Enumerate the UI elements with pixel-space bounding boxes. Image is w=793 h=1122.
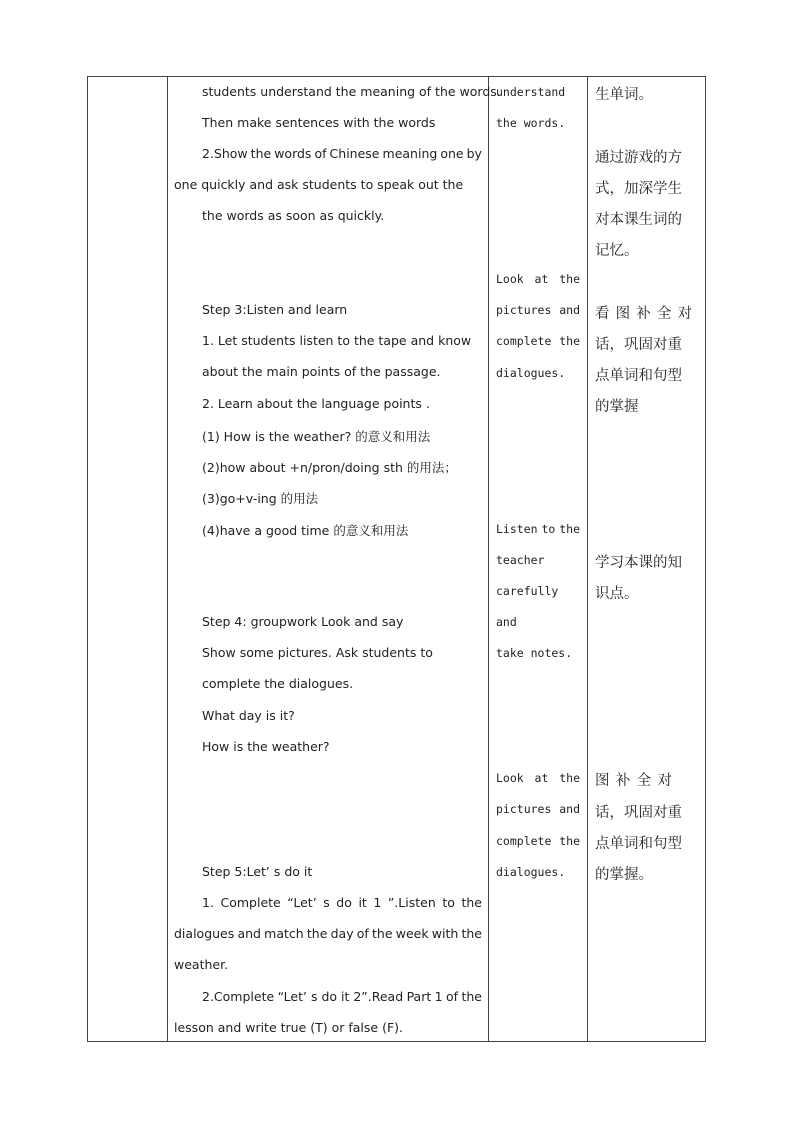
text-line: 点单词和句型 <box>595 836 682 852</box>
text-line: 式，加深学生 <box>595 181 682 197</box>
text-line: Then make sentences with the words <box>202 115 436 130</box>
text-line-justified <box>202 146 482 161</box>
word: the <box>372 926 393 941</box>
word: day <box>330 926 354 941</box>
word: to <box>442 895 455 910</box>
word: complete <box>496 834 552 848</box>
text-line: students understand the meaning of the words. <box>202 84 501 99</box>
text-line-justified <box>496 522 580 536</box>
text-line: 识点。 <box>595 586 639 602</box>
word: 1. <box>202 895 214 910</box>
language-point: (4)have a good time 的意义和用法 <box>202 523 409 538</box>
text-line: 点单词和句型 <box>595 368 682 384</box>
word: the <box>461 989 482 1004</box>
word: meaning <box>382 146 438 161</box>
word: complete <box>496 334 552 348</box>
word: the <box>559 334 580 348</box>
word: at <box>534 272 549 286</box>
word: week <box>395 926 429 941</box>
text-line: take notes. <box>496 646 573 660</box>
word: of <box>314 146 327 161</box>
word: Listen <box>496 522 538 536</box>
text-line-justified <box>202 895 482 910</box>
text-line-justified <box>496 334 580 348</box>
text-line: one quickly and ask students to speak out the <box>174 177 464 192</box>
step-title: Step 4: groupwork Look and say <box>202 614 404 629</box>
text-line: the words as soon as quickly. <box>202 208 385 223</box>
char: 补 <box>636 306 651 322</box>
text-line: What day is it? <box>202 708 295 723</box>
text-line: 学习本课的知 <box>595 555 682 571</box>
column-divider <box>587 77 588 1041</box>
word: Part <box>406 989 432 1004</box>
char: 看 <box>595 306 610 322</box>
text-line: 生单词。 <box>595 87 653 103</box>
text-line: 记忆。 <box>595 243 639 259</box>
word: to <box>541 522 556 536</box>
text-line: and <box>496 615 517 629</box>
word: ”.Listen <box>387 895 436 910</box>
word: 1 <box>434 989 443 1004</box>
text-line-justified <box>496 802 580 816</box>
word: pictures <box>496 303 552 317</box>
word: one <box>440 146 464 161</box>
language-point: (3)go+v-ing 的用法 <box>202 491 319 506</box>
word: words <box>274 146 312 161</box>
word: with <box>431 926 459 941</box>
text-line: dialogues. <box>496 366 566 380</box>
text-line: 的掌握 <box>595 399 639 415</box>
text-line: about the main points of the passage. <box>202 364 441 379</box>
step-title: Step 5:Let’ s do it <box>202 864 313 879</box>
word: “Let’ s do it 2”.Read <box>277 989 404 1004</box>
text-line-justified <box>496 771 580 785</box>
step-title: Step 3:Listen and learn <box>202 302 348 317</box>
word: the <box>559 272 580 286</box>
char: 全 <box>636 773 652 789</box>
text-line: 通过游戏的方 <box>595 150 682 166</box>
text-line: 2. Learn about the language points . <box>202 396 430 411</box>
word: the <box>306 926 328 941</box>
language-point: (2)how about +n/pron/doing sth 的用法； <box>202 460 457 475</box>
word: 1 <box>373 895 382 910</box>
text-line: carefully <box>496 584 559 598</box>
char: 图 <box>615 306 631 322</box>
word: match <box>264 926 304 941</box>
char: 对 <box>657 773 672 789</box>
word: the <box>461 926 482 941</box>
text-line-justified <box>496 834 580 848</box>
text-line: 的掌握。 <box>595 867 653 883</box>
word: Chinese <box>329 146 380 161</box>
char: 全 <box>656 306 672 322</box>
word: the <box>559 771 580 785</box>
text-line: the words. <box>496 116 566 130</box>
char: 补 <box>615 773 631 789</box>
text-line: 话，巩固对重 <box>595 805 682 821</box>
char: 对 <box>677 306 692 322</box>
text-line: understand <box>496 85 566 99</box>
word: of <box>356 926 369 941</box>
word: s <box>323 895 330 910</box>
text-line: dialogues. <box>496 865 566 879</box>
text-line-justified <box>595 302 692 323</box>
word: Look <box>496 771 524 785</box>
word: Look <box>496 272 524 286</box>
text-line-justified <box>496 272 580 286</box>
language-point: (1) How is the weather? 的意义和用法 <box>202 429 431 444</box>
column-divider <box>488 77 489 1041</box>
word: and <box>559 303 580 317</box>
word: 2.Show <box>202 146 248 161</box>
text-line: lesson and write true (T) or false (F). <box>174 1020 403 1035</box>
text-line-justified <box>174 926 482 941</box>
word: the <box>461 895 482 910</box>
text-line: 1. Let students listen to the tape and know <box>202 333 472 348</box>
word: it <box>358 895 367 910</box>
text-line: 对本课生词的 <box>595 212 682 228</box>
word: do <box>336 895 352 910</box>
word: pictures <box>496 802 552 816</box>
word: and <box>237 926 261 941</box>
char: 图 <box>595 773 610 789</box>
word: by <box>466 146 482 161</box>
word: the <box>250 146 272 161</box>
text-line-justified <box>202 989 482 1004</box>
word: and <box>559 802 580 816</box>
text-line: Show some pictures. Ask students to <box>202 645 433 660</box>
text-line: How is the weather? <box>202 739 330 754</box>
word: “Let’ <box>287 895 317 910</box>
text-line: weather. <box>174 957 229 972</box>
word: of <box>446 989 459 1004</box>
text-line: complete the dialogues. <box>202 676 354 691</box>
text-line-justified <box>496 303 580 317</box>
word: the <box>559 522 580 536</box>
word: 2.Complete <box>202 989 275 1004</box>
text-line: teacher <box>496 553 545 567</box>
word: at <box>534 771 549 785</box>
word: dialogues <box>174 926 235 941</box>
word: Complete <box>220 895 281 910</box>
word: the <box>559 834 580 848</box>
text-line: 话，巩固对重 <box>595 337 682 353</box>
text-line-justified <box>595 769 672 790</box>
column-divider <box>167 77 168 1041</box>
